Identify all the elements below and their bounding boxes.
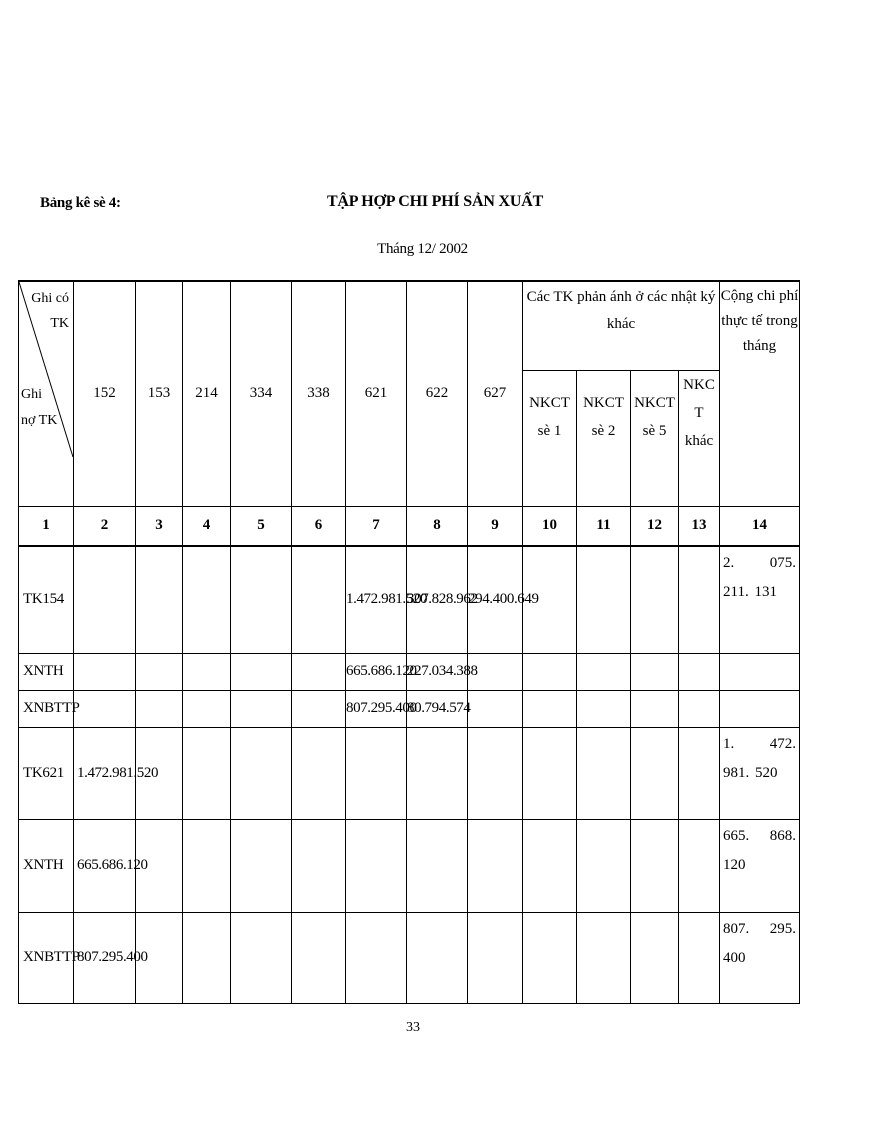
column-number: 1 <box>19 506 74 546</box>
sub-header-nkct-5 <box>631 370 679 506</box>
cell-338 <box>292 653 346 690</box>
sub-header-nkct-other-line2: T <box>694 404 704 421</box>
column-number: 2 <box>74 506 136 546</box>
cell-nkct-1 <box>523 819 577 912</box>
column-number: 6 <box>292 506 346 546</box>
cell-total <box>720 653 800 690</box>
table-row <box>19 653 800 690</box>
cell-214 <box>183 819 231 912</box>
cell-152: 807.295.400 <box>74 912 136 1003</box>
cell-nkct-other <box>679 727 720 819</box>
table-row <box>19 727 800 819</box>
cell-total <box>720 690 800 727</box>
cell-nkct-1 <box>523 912 577 1003</box>
cell-334 <box>231 546 292 653</box>
corner-header-cell <box>19 281 74 506</box>
corner-debit-line1: Ghi <box>21 387 42 402</box>
cell-621 <box>346 819 407 912</box>
table-row <box>19 546 800 653</box>
cell-153 <box>136 690 183 727</box>
cell-nkct-5 <box>631 653 679 690</box>
cell-627 <box>468 690 523 727</box>
cell-334 <box>231 912 292 1003</box>
row-label: XNTH <box>19 653 74 690</box>
cell-621: 807.295.400 <box>346 690 407 727</box>
cell-nkct-2 <box>577 653 631 690</box>
sub-header-nkct-1-line1: NKCT <box>529 394 570 411</box>
cell-total: 2. 075. 211. 131 <box>720 546 800 653</box>
corner-debit-line2: nợ TK <box>21 413 58 428</box>
column-number: 11 <box>577 506 631 546</box>
cell-627: 294.400.649 <box>468 546 523 653</box>
sub-header-nkct-2-line2: sè 2 <box>591 422 616 439</box>
column-number: 14 <box>720 506 800 546</box>
cell-152: 665.686.120 <box>74 819 136 912</box>
table-row <box>19 912 800 1003</box>
cell-214 <box>183 727 231 819</box>
cell-153 <box>136 546 183 653</box>
cell-622 <box>407 912 468 1003</box>
page-number: 33 <box>406 1020 420 1035</box>
other-journals-header: Các TK phản ánh ở các nhật ký khác <box>523 281 720 370</box>
cell-338 <box>292 546 346 653</box>
account-header-214: 214 <box>183 281 231 506</box>
cell-nkct-2 <box>577 690 631 727</box>
cell-622 <box>407 819 468 912</box>
sub-header-nkct-other-line3: khác <box>684 432 714 449</box>
cell-nkct-1 <box>523 653 577 690</box>
cell-334 <box>231 819 292 912</box>
cell-627 <box>468 819 523 912</box>
account-header-338: 338 <box>292 281 346 506</box>
cell-334 <box>231 653 292 690</box>
cell-622: 227.034.388 <box>407 653 468 690</box>
cell-nkct-other <box>679 912 720 1003</box>
cell-nkct-other <box>679 546 720 653</box>
sub-header-nkct-1-line2: sè 1 <box>537 422 562 439</box>
cell-nkct-5 <box>631 819 679 912</box>
row-label: XNBTTP <box>19 912 74 1003</box>
cell-total: 807. 295. 400 <box>720 912 800 1003</box>
sub-header-nkct-5-line2: sè 5 <box>642 422 667 439</box>
column-number: 12 <box>631 506 679 546</box>
cell-total: 1. 472. 981. 520 <box>720 727 800 819</box>
cell-152 <box>74 653 136 690</box>
cell-nkct-5 <box>631 912 679 1003</box>
account-header-152: 152 <box>74 281 136 506</box>
cell-nkct-other <box>679 819 720 912</box>
row-label: XNTH <box>19 819 74 912</box>
cell-152 <box>74 690 136 727</box>
cell-153 <box>136 653 183 690</box>
account-header-334: 334 <box>231 281 292 506</box>
cell-621 <box>346 912 407 1003</box>
cell-nkct-5 <box>631 690 679 727</box>
sub-header-nkct-1 <box>523 370 577 506</box>
column-number: 3 <box>136 506 183 546</box>
column-number: 10 <box>523 506 577 546</box>
sub-header-nkct-2-line1: NKCT <box>583 394 624 411</box>
column-number: 13 <box>679 506 720 546</box>
cell-152 <box>74 546 136 653</box>
cell-622: 80.794.574 <box>407 690 468 727</box>
sub-header-nkct-2 <box>577 370 631 506</box>
cell-214 <box>183 653 231 690</box>
account-header-627: 627 <box>468 281 523 506</box>
sub-header-nkct-5-line1: NKCT <box>634 394 675 411</box>
cell-334 <box>231 727 292 819</box>
cell-214 <box>183 546 231 653</box>
cell-338 <box>292 690 346 727</box>
column-number: 4 <box>183 506 231 546</box>
account-header-153: 153 <box>136 281 183 506</box>
cell-nkct-1 <box>523 727 577 819</box>
report-title: TẬP HỢP CHI PHÍ SẢN XUẤT <box>326 193 544 210</box>
cell-622 <box>407 727 468 819</box>
cell-627 <box>468 727 523 819</box>
cell-621: 665.686.120 <box>346 653 407 690</box>
sub-header-nkct-other-line1: NKC <box>683 376 715 393</box>
cell-nkct-other <box>679 690 720 727</box>
corner-debit-label <box>21 382 57 434</box>
cell-nkct-other <box>679 653 720 690</box>
report-label: Bảng kê sè 4: <box>40 195 121 211</box>
cell-nkct-5 <box>631 546 679 653</box>
corner-credit-line2: TK <box>50 316 69 331</box>
cell-nkct-2 <box>577 727 631 819</box>
row-label: TK154 <box>19 546 74 653</box>
cell-622: 307.828.962 <box>407 546 468 653</box>
cost-summary-table <box>18 280 800 1004</box>
cell-338 <box>292 912 346 1003</box>
cell-627 <box>468 912 523 1003</box>
row-label: TK621 <box>19 727 74 819</box>
total-cost-header: Cộng chi phí thực tế trong tháng <box>720 281 800 506</box>
column-number: 8 <box>407 506 468 546</box>
table-row <box>19 819 800 912</box>
cell-338 <box>292 819 346 912</box>
report-period: Tháng 12/ 2002 <box>377 241 468 257</box>
cell-nkct-2 <box>577 912 631 1003</box>
row-label: XNBTTP <box>19 690 74 727</box>
cell-total: 665. 868. 120 <box>720 819 800 912</box>
cell-214 <box>183 690 231 727</box>
cell-152: 1.472.981.520 <box>74 727 136 819</box>
column-number: 9 <box>468 506 523 546</box>
cell-334 <box>231 690 292 727</box>
cell-nkct-5 <box>631 727 679 819</box>
column-number: 5 <box>231 506 292 546</box>
cell-621 <box>346 727 407 819</box>
sub-header-nkct-other <box>679 370 720 506</box>
cell-621: 1.472.981.520 <box>346 546 407 653</box>
corner-credit-line1: Ghi có <box>31 291 69 306</box>
cell-338 <box>292 727 346 819</box>
account-header-621: 621 <box>346 281 407 506</box>
cell-214 <box>183 912 231 1003</box>
corner-credit-label <box>31 286 69 336</box>
cell-nkct-2 <box>577 546 631 653</box>
cell-nkct-1 <box>523 690 577 727</box>
table-row <box>19 690 800 727</box>
cell-nkct-2 <box>577 819 631 912</box>
account-header-622: 622 <box>407 281 468 506</box>
column-number: 7 <box>346 506 407 546</box>
